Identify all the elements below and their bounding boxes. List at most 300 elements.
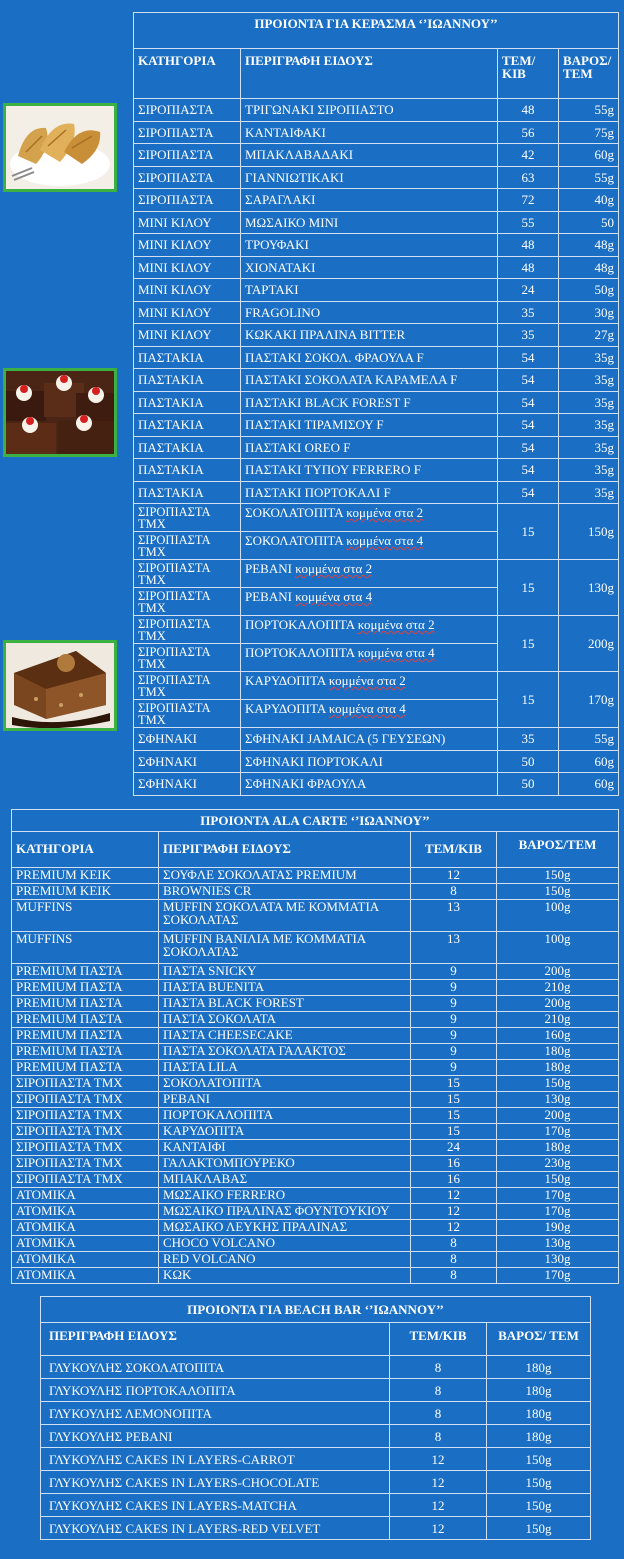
cake-photo xyxy=(3,640,117,731)
weight-cell: 200g xyxy=(497,964,619,980)
table-row xyxy=(12,1204,619,1220)
weight-cell: 150g xyxy=(487,1448,591,1471)
table-row xyxy=(41,1517,591,1540)
description-cell: ΣΦΗΝΑΚΙ JAMAICA (5 ΓΕΥΣΕΩΝ) xyxy=(241,728,498,751)
table-title: ΠΡΟΙΟΝΤΑ ΓΙΑ ΚΕΡΑΣΜΑ ‘’ΙΩΑΝΝΟΥ’’ xyxy=(134,13,619,49)
product-name: ΣΟΚΟΛΑΤΟΠΙΤΑ xyxy=(245,533,343,548)
col-description: ΠΕΡΙΓΡΑΦΗ ΕΙΔΟΥΣ xyxy=(41,1323,390,1356)
cut-note: κομμένα στα 2 xyxy=(357,617,435,632)
pieces-cell: 12 xyxy=(411,1204,497,1220)
description-cell xyxy=(241,532,498,560)
weight-cell: 170g xyxy=(497,1124,619,1140)
pieces-cell: 8 xyxy=(390,1379,487,1402)
pieces-cell: 12 xyxy=(411,868,497,884)
table-row xyxy=(41,1379,591,1402)
description-cell: ΚΑΝΤΑΙΦΑΚΙ xyxy=(241,121,498,144)
pieces-cell: 12 xyxy=(390,1471,487,1494)
description-cell: ΠΑΣΤΑΚΙ ΤΥΠΟΥ FERRERO F xyxy=(241,459,498,482)
description-cell: ΠΑΣΤΑΚΙ ΣΟΚΟΛΑΤΑ ΚΑΡΑΜΕΛΑ F xyxy=(241,369,498,392)
pieces-cell: 12 xyxy=(411,1188,497,1204)
table-row xyxy=(134,346,619,369)
table-row xyxy=(134,773,619,796)
pieces-cell: 50 xyxy=(498,750,559,773)
description-cell: ΓΛΥΚΟΥΛΗΣ CAKES IN LAYERS-RED VELVET xyxy=(41,1517,390,1540)
pieces-cell: 8 xyxy=(411,1236,497,1252)
table-row xyxy=(134,728,619,751)
table-row xyxy=(134,211,619,234)
beachbar-products-table xyxy=(40,1296,591,1540)
pieces-cell: 8 xyxy=(411,1268,497,1284)
weight-cell: 55g xyxy=(559,166,619,189)
weight-cell: 130g xyxy=(559,560,619,616)
pieces-cell: 9 xyxy=(411,964,497,980)
description-cell: ΣΦΗΝΑΚΙ ΦΡΑΟΥΛΑ xyxy=(241,773,498,796)
weight-cell: 210g xyxy=(497,1012,619,1028)
table-row xyxy=(12,1220,619,1236)
category-cell: ΣΙΡΟΠΙΑΣΤΑ ΤΜΧ xyxy=(12,1108,159,1124)
weight-cell: 170g xyxy=(497,1204,619,1220)
description-cell xyxy=(241,616,498,644)
pieces-cell: 15 xyxy=(411,1108,497,1124)
table-row xyxy=(134,414,619,437)
table-row xyxy=(12,932,619,964)
category-cell: ΠΑΣΤΑΚΙΑ xyxy=(134,459,241,482)
weight-cell: 30g xyxy=(559,301,619,324)
col-weight-per-piece: ΒΑΡΟΣ/ ΤΕΜ xyxy=(559,49,619,99)
description-cell: RED VOLCANO xyxy=(159,1252,411,1268)
description-cell: ΓΙΑΝΝΙΩΤΙΚΑΚΙ xyxy=(241,166,498,189)
category-cell: PREMIUM ΚΕΙΚ xyxy=(12,868,159,884)
pieces-cell: 8 xyxy=(411,884,497,900)
product-name: ΚΑΡΥΔΟΠΙΤΑ xyxy=(245,701,326,716)
category-cell: ΣΙΡΟΠΙΑΣΤΑ xyxy=(134,121,241,144)
description-cell: ΠΑΣΤΑ ΣΟΚΟΛΑΤΑ ΓΑΛΑΚΤΟΣ xyxy=(159,1044,411,1060)
category-cell: ΠΑΣΤΑΚΙΑ xyxy=(134,481,241,504)
table-row xyxy=(134,121,619,144)
category-cell: ΑΤΟΜΙΚΑ xyxy=(12,1236,159,1252)
category-cell: ΣΙΡΟΠΙΑΣΤΑ ΤΜΧ xyxy=(12,1076,159,1092)
weight-cell: 50g xyxy=(559,279,619,302)
treat-products-table xyxy=(133,12,619,796)
table-row xyxy=(12,900,619,932)
category-cell: ΣΙΡΟΠΙΑΣΤΑ ΤΜΧ xyxy=(134,560,241,588)
category-cell: ΑΤΟΜΙΚΑ xyxy=(12,1252,159,1268)
weight-cell: 40g xyxy=(559,189,619,212)
category-cell: ΑΤΟΜΙΚΑ xyxy=(12,1188,159,1204)
product-name: ΡΕΒΑΝΙ xyxy=(245,561,292,576)
table-row xyxy=(12,1252,619,1268)
weight-cell: 60g xyxy=(559,144,619,167)
category-cell: ΣΙΡΟΠΙΑΣΤΑ ΤΜΧ xyxy=(134,588,241,616)
description-cell: FRAGOLINO xyxy=(241,301,498,324)
weight-cell: 200g xyxy=(497,996,619,1012)
category-cell: ΜΙΝΙ ΚΙΛΟΥ xyxy=(134,211,241,234)
pieces-cell: 24 xyxy=(411,1140,497,1156)
pieces-cell: 9 xyxy=(411,996,497,1012)
weight-cell: 100g xyxy=(497,932,619,964)
pieces-cell: 54 xyxy=(498,391,559,414)
col-pieces-per-box: ΤΕΜ/ΚΙΒ xyxy=(498,49,559,99)
col-description: ΠΕΡΙΓΡΑΦΗ ΕΙΔΟΥΣ xyxy=(241,49,498,99)
col-pieces-per-box: ΤΕΜ/ΚΙΒ xyxy=(390,1323,487,1356)
weight-cell: 200g xyxy=(497,1108,619,1124)
description-cell xyxy=(241,560,498,588)
description-cell: ΣΟΥΦΛΕ ΣΟΚΟΛΑΤΑΣ PREMIUM xyxy=(159,868,411,884)
description-cell: ΜΠΑΚΛΑΒΑΔΑΚΙ xyxy=(241,144,498,167)
description-cell: ΠΑΣΤΑΚΙ ΣΟΚΟΛ. ΦΡΑΟΥΛΑ F xyxy=(241,346,498,369)
table-row xyxy=(41,1402,591,1425)
weight-cell: 35g xyxy=(559,391,619,414)
weight-cell: 100g xyxy=(497,900,619,932)
weight-cell: 35g xyxy=(559,414,619,437)
weight-cell: 48g xyxy=(559,256,619,279)
description-cell: ΣΦΗΝΑΚΙ ΠΟΡΤΟΚΑΛΙ xyxy=(241,750,498,773)
col-pieces-per-box: ΤΕΜ/ΚΙΒ xyxy=(411,832,497,868)
category-cell: PREMIUM ΚΕΙΚ xyxy=(12,884,159,900)
table-row xyxy=(12,1172,619,1188)
description-cell: ΓΑΛΑΚΤΟΜΠΟΥΡΕΚΟ xyxy=(159,1156,411,1172)
category-cell: MUFFINS xyxy=(12,900,159,932)
pieces-cell: 15 xyxy=(498,504,559,560)
weight-cell: 210g xyxy=(497,980,619,996)
weight-cell: 190g xyxy=(497,1220,619,1236)
col-category: ΚΑΤΗΓΟΡΙΑ xyxy=(134,49,241,99)
weight-cell: 27g xyxy=(559,324,619,347)
cut-note: κομμένα στα 4 xyxy=(328,701,406,716)
category-cell: ΣΦΗΝΑΚΙ xyxy=(134,728,241,751)
category-cell: MUFFINS xyxy=(12,932,159,964)
table-row xyxy=(12,1028,619,1044)
weight-cell: 150g xyxy=(487,1517,591,1540)
category-cell: ΠΑΣΤΑΚΙΑ xyxy=(134,391,241,414)
category-cell: ΣΙΡΟΠΙΑΣΤΑ ΤΜΧ xyxy=(134,644,241,672)
pieces-cell: 24 xyxy=(498,279,559,302)
weight-cell: 180g xyxy=(487,1356,591,1379)
category-cell: PREMIUM ΠΑΣΤΑ xyxy=(12,1060,159,1076)
description-cell xyxy=(241,588,498,616)
cut-note: κομμένα στα 4 xyxy=(295,589,373,604)
category-cell: ΣΙΡΟΠΙΑΣΤΑ xyxy=(134,144,241,167)
category-cell: ΠΑΣΤΑΚΙΑ xyxy=(134,346,241,369)
table-row xyxy=(134,324,619,347)
description-cell: ΡΕΒΑΝΙ xyxy=(159,1092,411,1108)
description-cell: ΠΑΣΤΑ LILA xyxy=(159,1060,411,1076)
pieces-cell: 15 xyxy=(498,560,559,616)
weight-cell: 180g xyxy=(487,1379,591,1402)
category-cell: ΣΙΡΟΠΙΑΣΤΑ xyxy=(134,189,241,212)
description-cell: ΜΩΣΑΙΚΟ FERRERO xyxy=(159,1188,411,1204)
table-row xyxy=(134,144,619,167)
category-cell: ΜΙΝΙ ΚΙΛΟΥ xyxy=(134,324,241,347)
category-cell: ΠΑΣΤΑΚΙΑ xyxy=(134,369,241,392)
pieces-cell: 15 xyxy=(411,1092,497,1108)
table-row xyxy=(41,1356,591,1379)
weight-cell: 60g xyxy=(559,750,619,773)
weight-cell: 160g xyxy=(497,1028,619,1044)
category-cell: ΣΙΡΟΠΙΑΣΤΑ ΤΜΧ xyxy=(12,1124,159,1140)
table-row xyxy=(12,1140,619,1156)
category-cell: PREMIUM ΠΑΣΤΑ xyxy=(12,1044,159,1060)
category-cell: ΑΤΟΜΙΚΑ xyxy=(12,1268,159,1284)
category-cell: ΜΙΝΙ ΚΙΛΟΥ xyxy=(134,301,241,324)
description-cell: ΠΑΣΤΑ BLACK FOREST xyxy=(159,996,411,1012)
table-row xyxy=(134,560,619,588)
weight-cell: 35g xyxy=(559,481,619,504)
weight-cell: 170g xyxy=(559,672,619,728)
pieces-cell: 15 xyxy=(498,672,559,728)
table-title: ΠΡΟΙΟΝΤΑ ΓΙΑ BEACH BAR ‘’ΙΩΑΝΝΟΥ’’ xyxy=(41,1297,591,1323)
table-row xyxy=(12,1108,619,1124)
description-cell xyxy=(241,672,498,700)
description-cell: ΓΛΥΚΟΥΛΗΣ CAKES IN LAYERS-MATCHA xyxy=(41,1494,390,1517)
table-row xyxy=(12,1124,619,1140)
weight-cell: 150g xyxy=(487,1494,591,1517)
description-cell: ΠΑΣΤΑ ΣΟΚΟΛΑΤΑ xyxy=(159,1012,411,1028)
category-cell: PREMIUM ΠΑΣΤΑ xyxy=(12,1028,159,1044)
description-cell: CHOCO VOLCANO xyxy=(159,1236,411,1252)
pieces-cell: 15 xyxy=(411,1124,497,1140)
product-name: ΡΕΒΑΝΙ xyxy=(245,589,292,604)
table-row xyxy=(41,1494,591,1517)
pastries-photo xyxy=(3,368,117,457)
description-cell: ΚΑΝΤΑΙΦΙ xyxy=(159,1140,411,1156)
weight-cell: 35g xyxy=(559,346,619,369)
category-cell: PREMIUM ΠΑΣΤΑ xyxy=(12,996,159,1012)
description-cell xyxy=(241,644,498,672)
pieces-cell: 9 xyxy=(411,1028,497,1044)
pieces-cell: 55 xyxy=(498,211,559,234)
category-cell: ΣΙΡΟΠΙΑΣΤΑ ΤΜΧ xyxy=(12,1156,159,1172)
pieces-cell: 54 xyxy=(498,481,559,504)
table-row xyxy=(134,369,619,392)
alacarte-products-table xyxy=(11,809,619,1284)
weight-cell: 180g xyxy=(497,1044,619,1060)
weight-cell: 150g xyxy=(487,1471,591,1494)
weight-cell: 170g xyxy=(497,1188,619,1204)
weight-cell: 55g xyxy=(559,728,619,751)
pieces-cell: 9 xyxy=(411,1060,497,1076)
weight-cell: 130g xyxy=(497,1236,619,1252)
weight-cell: 170g xyxy=(497,1268,619,1284)
table-row xyxy=(134,391,619,414)
pieces-cell: 54 xyxy=(498,369,559,392)
table-row xyxy=(134,99,619,122)
description-cell: ΜΩΣΑΙΚΟ ΠΡΑΛΙΝΑΣ ΦΟΥΝΤΟΥΚΙΟΥ xyxy=(159,1204,411,1220)
table-row xyxy=(134,256,619,279)
table-row xyxy=(12,980,619,996)
description-cell: ΚΑΡΥΔΟΠΙΤΑ xyxy=(159,1124,411,1140)
category-cell: PREMIUM ΠΑΣΤΑ xyxy=(12,1012,159,1028)
description-cell: ΓΛΥΚΟΥΛΗΣ ΡΕΒΑΝΙ xyxy=(41,1425,390,1448)
pieces-cell: 54 xyxy=(498,414,559,437)
category-cell: ΣΙΡΟΠΙΑΣΤΑ ΤΜΧ xyxy=(12,1140,159,1156)
description-cell: ΠΑΣΤΑΚΙ OREO F xyxy=(241,436,498,459)
table-row xyxy=(134,189,619,212)
table-row xyxy=(134,436,619,459)
pieces-cell: 56 xyxy=(498,121,559,144)
pieces-cell: 72 xyxy=(498,189,559,212)
weight-cell: 230g xyxy=(497,1156,619,1172)
category-cell: ΣΙΡΟΠΙΑΣΤΑ ΤΜΧ xyxy=(134,504,241,532)
weight-cell: 180g xyxy=(487,1402,591,1425)
description-cell: ΜΠΑΚΛΑΒΑΣ xyxy=(159,1172,411,1188)
table-row xyxy=(12,1092,619,1108)
weight-cell: 55g xyxy=(559,99,619,122)
cut-note: κομμένα στα 4 xyxy=(357,645,435,660)
category-cell: ΣΦΗΝΑΚΙ xyxy=(134,773,241,796)
pieces-cell: 50 xyxy=(498,773,559,796)
table-row xyxy=(134,279,619,302)
description-cell: ΓΛΥΚΟΥΛΗΣ ΛΕΜΟΝΟΠΙΤΑ xyxy=(41,1402,390,1425)
table-row xyxy=(134,301,619,324)
pieces-cell: 15 xyxy=(498,616,559,672)
description-cell: ΠΑΣΤΑΚΙ BLACK FOREST F xyxy=(241,391,498,414)
pieces-cell: 35 xyxy=(498,728,559,751)
pieces-cell: 8 xyxy=(390,1356,487,1379)
description-cell: ΣΟΚΟΛΑΤΟΠΙΤΑ xyxy=(159,1076,411,1092)
description-cell: ΤΡΙΓΩΝΑΚΙ ΣΙΡΟΠΙΑΣΤΟ xyxy=(241,99,498,122)
pieces-cell: 42 xyxy=(498,144,559,167)
category-cell: ΑΤΟΜΙΚΑ xyxy=(12,1220,159,1236)
weight-cell: 35g xyxy=(559,436,619,459)
table-row xyxy=(41,1448,591,1471)
weight-cell: 180g xyxy=(497,1140,619,1156)
pieces-cell: 12 xyxy=(390,1494,487,1517)
weight-cell: 35g xyxy=(559,369,619,392)
pieces-cell: 8 xyxy=(411,1252,497,1268)
pieces-cell: 54 xyxy=(498,459,559,482)
pieces-cell: 54 xyxy=(498,436,559,459)
pieces-cell: 16 xyxy=(411,1156,497,1172)
col-weight-per-piece: ΒΑΡΟΣ/ ΤΕΜ xyxy=(487,1323,591,1356)
table-row xyxy=(134,481,619,504)
pieces-cell: 9 xyxy=(411,980,497,996)
weight-cell: 60g xyxy=(559,773,619,796)
weight-cell: 150g xyxy=(497,884,619,900)
category-cell: ΣΙΡΟΠΙΑΣΤΑ ΤΜΧ xyxy=(134,700,241,728)
category-cell: ΣΙΡΟΠΙΑΣΤΑ ΤΜΧ xyxy=(134,672,241,700)
weight-cell: 130g xyxy=(497,1092,619,1108)
table-row xyxy=(134,672,619,700)
description-cell: ΓΛΥΚΟΥΛΗΣ ΠΟΡΤΟΚΑΛΟΠΙΤΑ xyxy=(41,1379,390,1402)
pieces-cell: 12 xyxy=(390,1517,487,1540)
pieces-cell: 8 xyxy=(390,1425,487,1448)
table-row xyxy=(41,1425,591,1448)
category-cell: ΣΙΡΟΠΙΑΣΤΑ xyxy=(134,99,241,122)
description-cell: ΣΑΡΑΓΛΑΚΙ xyxy=(241,189,498,212)
col-description: ΠΕΡΙΓΡΑΦΗ ΕΙΔΟΥΣ xyxy=(159,832,411,868)
weight-cell: 200g xyxy=(559,616,619,672)
pieces-cell: 48 xyxy=(498,256,559,279)
category-cell: ΣΙΡΟΠΙΑΣΤΑ ΤΜΧ xyxy=(134,532,241,560)
pieces-cell: 13 xyxy=(411,900,497,932)
pieces-cell: 9 xyxy=(411,1012,497,1028)
pieces-cell: 35 xyxy=(498,301,559,324)
cut-note: κομμένα στα 2 xyxy=(328,673,406,688)
pieces-cell: 63 xyxy=(498,166,559,189)
description-cell: ΧΙΟΝΑΤΑΚΙ xyxy=(241,256,498,279)
baklava-photo xyxy=(3,103,117,192)
cut-note: κομμένα στα 2 xyxy=(295,561,373,576)
description-cell: ΤΡΟΥΦΑΚΙ xyxy=(241,234,498,257)
description-cell: MUFFIN ΣΟΚΟΛΑΤΑ ΜΕ ΚΟΜΜΑΤΙΑ ΣΟΚΟΛΑΤΑΣ xyxy=(159,900,411,932)
table-row xyxy=(134,750,619,773)
description-cell: ΜΩΣΑΙΚΟ ΛΕΥΚΗΣ ΠΡΑΛΙΝΑΣ xyxy=(159,1220,411,1236)
table-row xyxy=(12,1188,619,1204)
table-row xyxy=(134,459,619,482)
product-name: ΣΟΚΟΛΑΤΟΠΙΤΑ xyxy=(245,505,343,520)
table-row xyxy=(12,996,619,1012)
category-cell: ΠΑΣΤΑΚΙΑ xyxy=(134,436,241,459)
category-cell: ΣΦΗΝΑΚΙ xyxy=(134,750,241,773)
table-row xyxy=(12,1156,619,1172)
category-cell: ΣΙΡΟΠΙΑΣΤΑ ΤΜΧ xyxy=(12,1172,159,1188)
table-row xyxy=(12,1268,619,1284)
description-cell xyxy=(241,504,498,532)
table-row xyxy=(12,1076,619,1092)
description-cell: ΓΛΥΚΟΥΛΗΣ ΣΟΚΟΛΑΤΟΠΙΤΑ xyxy=(41,1356,390,1379)
weight-cell: 150g xyxy=(559,504,619,560)
category-cell: ΜΙΝΙ ΚΙΛΟΥ xyxy=(134,234,241,257)
description-cell: ΠΑΣΤΑ CHEESECAKE xyxy=(159,1028,411,1044)
table-row xyxy=(12,1236,619,1252)
pieces-cell: 35 xyxy=(498,324,559,347)
category-cell: ΜΙΝΙ ΚΙΛΟΥ xyxy=(134,279,241,302)
description-cell: ΓΛΥΚΟΥΛΗΣ CAKES IN LAYERS-CARROT xyxy=(41,1448,390,1471)
description-cell: BROWNIES CR xyxy=(159,884,411,900)
category-cell: ΣΙΡΟΠΙΑΣΤΑ xyxy=(134,166,241,189)
table-title: ΠΡΟΙΟΝΤΑ ALA CARTE ‘’ΙΩΑΝΝΟΥ’’ xyxy=(12,810,619,832)
weight-cell: 150g xyxy=(497,1172,619,1188)
table-row xyxy=(12,1060,619,1076)
description-cell: ΓΛΥΚΟΥΛΗΣ CAKES IN LAYERS-CHOCOLATE xyxy=(41,1471,390,1494)
description-cell: ΠΟΡΤΟΚΑΛΟΠΙΤΑ xyxy=(159,1108,411,1124)
weight-cell: 150g xyxy=(497,1076,619,1092)
description-cell: ΤΑΡΤΑΚΙ xyxy=(241,279,498,302)
weight-cell: 75g xyxy=(559,121,619,144)
description-cell: ΜΩΣΑΙΚΟ ΜΙΝΙ xyxy=(241,211,498,234)
table-row xyxy=(12,868,619,884)
category-cell: ΣΙΡΟΠΙΑΣΤΑ ΤΜΧ xyxy=(12,1092,159,1108)
category-cell: ΠΑΣΤΑΚΙΑ xyxy=(134,414,241,437)
weight-cell: 130g xyxy=(497,1252,619,1268)
category-cell: ΑΤΟΜΙΚΑ xyxy=(12,1204,159,1220)
weight-cell: 35g xyxy=(559,459,619,482)
table-row xyxy=(134,616,619,644)
pieces-cell: 48 xyxy=(498,234,559,257)
description-cell: ΠΑΣΤΑΚΙ ΠΟΡΤΟΚΑΛΙ F xyxy=(241,481,498,504)
pieces-cell: 48 xyxy=(498,99,559,122)
table-row xyxy=(41,1471,591,1494)
description-cell xyxy=(241,700,498,728)
product-name: ΠΟΡΤΟΚΑΛΟΠΙΤΑ xyxy=(245,617,355,632)
category-cell: ΜΙΝΙ ΚΙΛΟΥ xyxy=(134,256,241,279)
table-row xyxy=(134,166,619,189)
col-weight-per-piece: ΒΑΡΟΣ/ΤΕΜ xyxy=(497,832,619,868)
table-row xyxy=(134,504,619,532)
weight-cell: 48g xyxy=(559,234,619,257)
description-cell: ΚΩΚΑΚΙ ΠΡΑΛΙΝΑ BITTER xyxy=(241,324,498,347)
description-cell: ΠΑΣΤΑ SNICKY xyxy=(159,964,411,980)
weight-cell: 150g xyxy=(497,868,619,884)
category-cell: PREMIUM ΠΑΣΤΑ xyxy=(12,964,159,980)
weight-cell: 180g xyxy=(497,1060,619,1076)
pieces-cell: 9 xyxy=(411,1044,497,1060)
cut-note: κομμένα στα 2 xyxy=(346,505,424,520)
description-cell: ΠΑΣΤΑΚΙ ΤΙΡΑΜΙΣΟΥ F xyxy=(241,414,498,437)
pieces-cell: 13 xyxy=(411,932,497,964)
table-row xyxy=(12,964,619,980)
